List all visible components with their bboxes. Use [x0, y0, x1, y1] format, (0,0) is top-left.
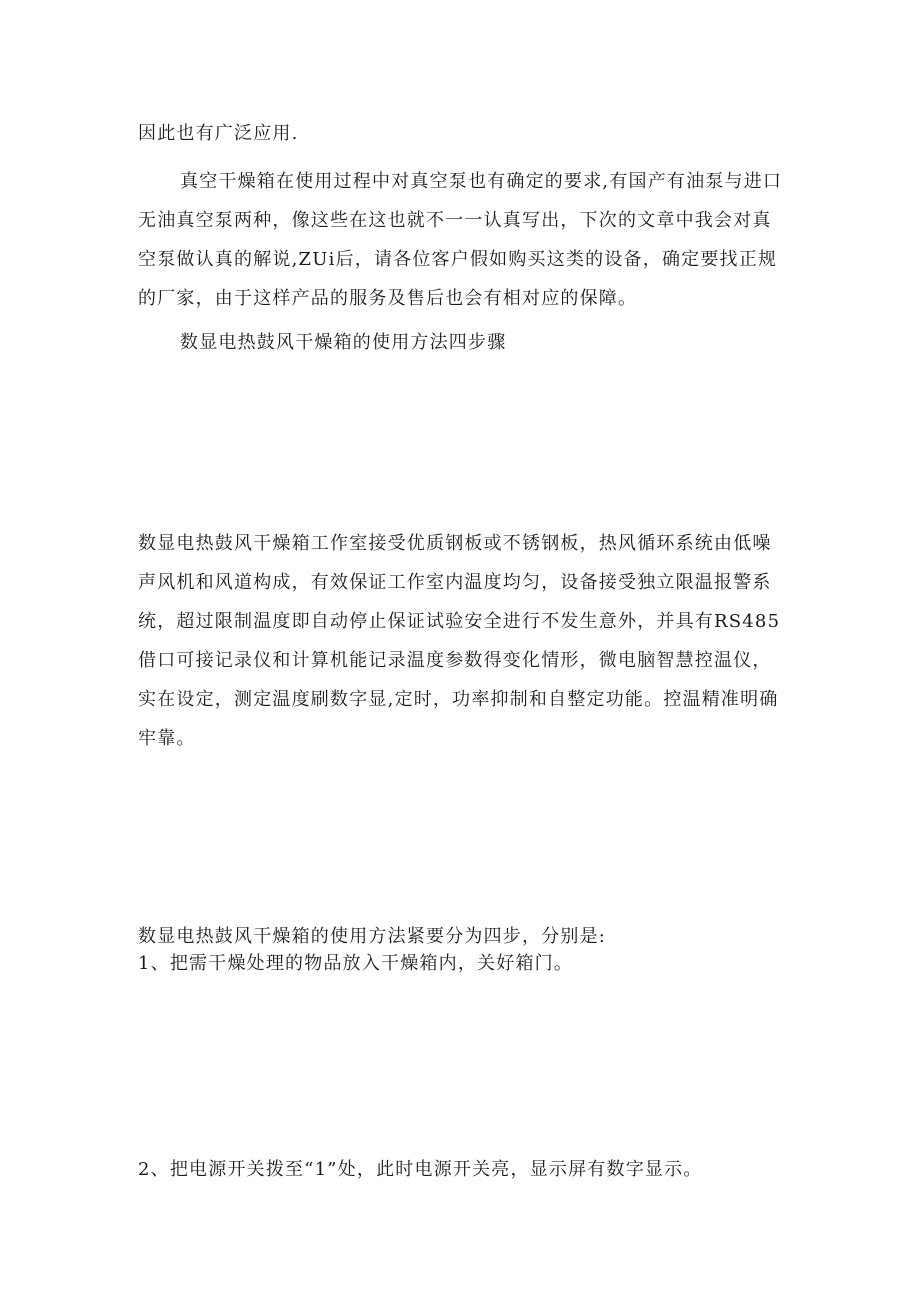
step-1-line: 1、把需干燥处理的物品放入干燥箱内，关好箱门。	[138, 953, 574, 974]
steps-intro-line: 数显电热鼓风干燥箱的使用方法紧要分为四步，分别是:	[138, 926, 607, 947]
paragraph-continuation: 因此也有广泛应用.	[138, 123, 299, 144]
step-2-line: 2、把电源开关拨至“1”处，此时电源开关亮，显示屏有数字显示。	[138, 1159, 703, 1180]
steps-intro-block	[138, 923, 790, 977]
paragraph-vacuum-pump: 真空干燥箱在使用过程中对真空泵也有确定的要求,有国产有油泵与进口无油真空泵两种，像这些在这也就不一一认真写出，下次的文章中我会对真空泵做认真的解说,ZUi后，请各位客户假如购买这类的设备，确定要找正规的厂家，由于这样产品的服务及售后也会有相对应的保障。	[138, 171, 783, 309]
section-heading: 数显电热鼓风干燥箱的使用方法四步骤	[180, 332, 507, 353]
paragraph-features: 数显电热鼓风干燥箱工作室接受优质钢板或不锈钢板，热风循环系统由低噪声风机和风道构成，有效保证工作室内温度均匀，设备接受独立限温报警系统，超过限制温度即自动停止保证试验安全进行不发生意外，并具有RS485借口可接记录仪和计算机能记录温度参数得变化情形，微电脑智慧控温仪，实在设定，测定温度刷数字显,定时，功率抑制和自整定功能。控温精准明确牢靠。	[138, 533, 781, 749]
